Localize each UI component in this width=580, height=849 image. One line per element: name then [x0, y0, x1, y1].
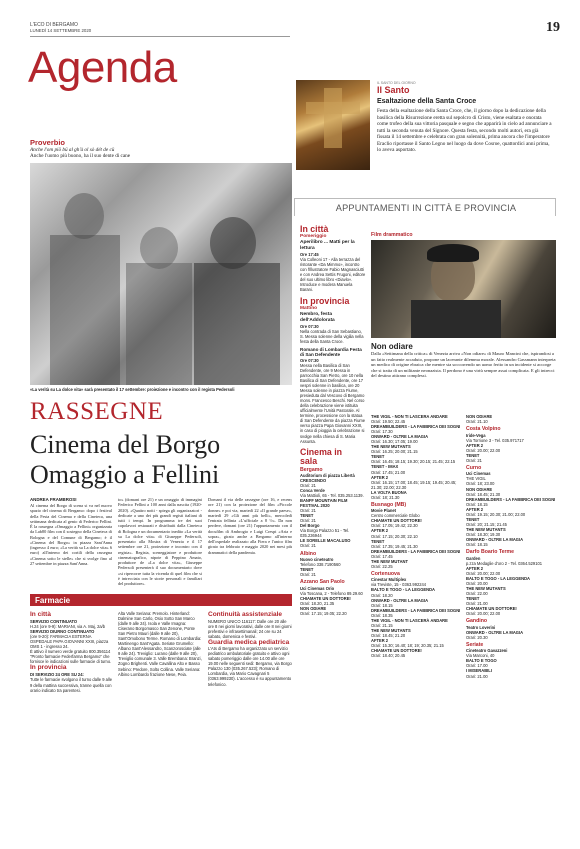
santo-body: Festa della esaltazione della Santa Croce, che, il giorno dopo la dedicazione della basilica della Risurrezione eretta sul sepolcro di Cristo, viene esaltata e onorata come trofeo della sua vittoria pasquale e segno che apparirà in cielo ad annunciare a tutti la seconda venuta del Signore. Questa festa, secondo molti autori, era già fissata il 14 settembre e celebrata con gran solennità, prima ancora che l'imperatore Eraclio riportasse il Santo Legno nel luogo da dove Cosroe, quattordici anni prima, lo aveva asportato. [377, 108, 552, 154]
film-title: Non odiare [371, 342, 413, 351]
venue-address: p.zza Medaglie d'oro 2 - Tel. 0364.529101 [466, 560, 543, 566]
film-listing: AFTER 2 [371, 528, 389, 534]
film-times: Orari: 17.45; 21.00 [371, 469, 406, 475]
town-name: Darfo Boario Terme [466, 549, 515, 556]
masthead-rule [30, 36, 290, 37]
film-label: Film drammatico [371, 232, 413, 238]
film-times: Orari: 20.30 [466, 634, 488, 640]
film-times: Orari: 18; 23.00 [466, 481, 495, 487]
film-times: Orari: 18.30; 19.30 [466, 531, 501, 537]
film-listing: TENET [371, 538, 385, 544]
film-listing: THE VIGIL - NON TI LASCERA ANDARE [371, 414, 448, 419]
film-times: Orari: 18.40; 20.45 [371, 653, 406, 659]
town-name: Seriate [466, 641, 484, 648]
film-times: Orari: 20.00; 22.00 [466, 611, 501, 617]
film-times: Orari: 22.25 [371, 563, 393, 569]
film-times: Orari: 21.00 [466, 673, 488, 679]
proverbio [30, 138, 292, 160]
venue-address: Via Torrione 3 - Tel. 035.971717 [466, 437, 524, 443]
film-listing: DREAMBUILDERS - LA FABBRICA DEI SOGNI [371, 607, 461, 613]
venue-name: Conca Verde [300, 487, 325, 493]
film-listing: CHIAMATE UN DOTTORE! [371, 518, 422, 524]
film-times: Orari: 19.15; 20.30; 21.00; 22.00 [466, 511, 526, 517]
venue-name: Cinestar Multiplex [371, 577, 407, 583]
venue-address: Via Marconi, 40 [466, 653, 495, 659]
film-times: Orari: 15.30; 16.40; 18; 19; 20.35; 21.15 [371, 642, 444, 648]
venue-name: Uci Cinemas Orio [300, 585, 335, 591]
events-column [300, 224, 366, 616]
film-listing: TENET [371, 454, 385, 460]
film-times: Orari: 17.35; 19.45; 21.30 [371, 543, 418, 549]
venue-name: Garden [466, 555, 481, 561]
fellini-photo [30, 163, 292, 385]
venue-address: Via Toscana, 2 - Telefono 89.29.60 [300, 590, 363, 596]
venue-listing: Orari: 18.20, 21.35 [300, 600, 335, 606]
farmacie-text: È attivo il numero verde gratuito 800.356114 "Pronto farmacie Federfarma Bergamo" che fornisce le indicazioni sulle farmacie di turno. [30, 649, 112, 665]
inprovincia-event1-title: Nembro, festa dell'Addolorata [300, 311, 335, 323]
film-times: Orari: 16.45; 18.15; 19.30; 20.15; 21.45; 22.15 [371, 459, 456, 465]
farmacie-col-3 [208, 611, 292, 687]
inprovincia-title: In provincia [300, 295, 350, 306]
town-name: Gandino [466, 618, 488, 625]
film-times: Orari: 18.15 [466, 501, 488, 507]
masthead-date: LUNEDÌ 14 SETTEMBRE 2020 [30, 28, 92, 33]
farmacie-subheading: In provincia [30, 664, 67, 672]
film-listing: I MISERABILI [466, 668, 492, 674]
film-listing: ONWARD - OLTRE LA MAGIA [371, 434, 429, 440]
film-times: Orari: 17.15; 20.30; 22.10 [371, 533, 418, 539]
town-name: Busnago (MB) [371, 501, 407, 508]
rassegne-col1: Al cinema del Borgo di scena si va nel nuovo spazio del cinema di Bergamo: dopo i festival della Festa del Cinema e della Cineteca, una settimana dedicata al genio di Federico Fellini. È la rassegna «Omaggio a Fellini» organizzata da Lab80 film con il sostegno della Cineteca di Bologna e del Comune di Bergamo; è il «Cinema del Borgo» in piazza Sant'Anna (ingresso 4 euro; «La verità su La dolce vita» 6 euro) all'interno dei cortili della rassegna «Cinema sotto le stelle» che si svolge fino al 27 settembre in piazza Sant'Anna. [30, 503, 112, 566]
rassegne-headline-1: Cinema del Borgo [30, 430, 221, 459]
film-times: Orari: 16.15; 17.00; 18.45; 19.15; 19.45; 20.45; 21.30; 22.00; 22.30 [371, 479, 457, 490]
proverbio-label: Proverbio [30, 138, 66, 147]
page-number: 19 [546, 20, 560, 35]
programmi-column-b [466, 414, 556, 679]
town-name: Costa Volpino [466, 426, 501, 433]
film-listing: CHIAMATE UN DOTTORE! [371, 648, 422, 654]
film-listing: NON ODIARE [466, 486, 493, 492]
venue-listing: Orari: 17.15; 19.05; 22.20 [300, 610, 347, 616]
farmacie-subheading: DI SERVIZIO 24 ORE SU 24: [30, 672, 84, 678]
film-listing: TENET [466, 595, 480, 601]
venue-listing: TENET [300, 513, 314, 519]
incitta-sub: Pomeriggio [300, 234, 327, 239]
film-times: Orari: 16.25; 20.00; 21.15 [371, 449, 418, 455]
rassegne-col2: to» (domani ore 21) e un omaggio di immagini Federico Fellini a 100 anni dalla nascita (1920-2020). «Quattro notti - spiega gli organizzatori - dedicate a uno dei più grandi registi italiani di tutti i tempi. In programma tre dei suoi capolavori restaurati e distribuiti dalla Cineteca di Bologna e un documentario inedito «La verità su La dolce vita» di Giuseppe Pedersoli, presentato alla Mostra di Venezia e il 17 settembre ore 21, proiezione e incontro con il regista». Regista, sceneggiatore e produttore cinematografico, nipote di Peppino Amato, produttore de «La dolce vita», Giuseppe Pedersoli presenterà il suo documentario dove «si ripercorre tutta la vicenda di quel film che si è intrecciata con le storie personali e familiari del produttore». [118, 497, 202, 586]
farmacie-subheading: In città [30, 611, 51, 618]
film-times: Orari: 18.45; 21.30 [466, 491, 501, 497]
film-times: Orari: 17.05; 19.42; 22.30 [371, 523, 418, 529]
film-listing: BALTO E TOGO - LA LEGGENDA [371, 587, 435, 593]
film-times: Orari: 18; 21.30 [371, 494, 400, 500]
venue-listing: Orari: 21 [300, 508, 316, 514]
town-name: Albino [300, 550, 317, 557]
town-name: Curno [466, 464, 482, 471]
venue-name: Nuovo cineteatro [300, 557, 334, 562]
film-times: Orari: 16.30; 17.05; 19.00 [371, 439, 418, 445]
film-times: Orari: 18.15 [466, 542, 488, 548]
farmacie-text: Tutte le farmacie svolgono il turno dalle 9 alle 9 della mattina successiva, tranne quella con orario indicato tra parentesi. [30, 677, 112, 693]
film-listing: BALTO E TOGO - LA LEGGENDA [466, 575, 530, 581]
inprovincia-event2-text: Messa nella Basilica di San Defendente, ore 9 Messa in parrocchia San Pietro, ore 10 nella Basilica di San Defendente, ore 17 vespri solenne in basilica, ore 20 Messa solenne in piazza Fiume, presieduta dal Vescovo di Bergamo mons. Francesco Beschi. Nel corso della celebrazione viene istituita ufficialmente l'Unità Pastorale. Al termine, processione con la statua di San Defendente da piazza Fiume verso piazza Papa Giovanni XXIII, in caso di pioggia la celebrazione si svolge nella chiesa di S. Maria Assunta. [300, 362, 366, 444]
film-listing: ONWARD - OLTRE LA MAGIA [466, 536, 524, 542]
venue-listing: NON ODIARE [300, 605, 327, 611]
inprovincia-event2-title: Romano di Lombardia Festa di San Defendente [300, 346, 362, 358]
film-listing: TENET [466, 516, 480, 522]
farmacie-text: L'Ats di Bergamo ha organizzato un servizio pediatrico ambulatoriale gratuito e attivo ogni sabato pomeriggio dalle ore 14.00 alle ore 19.00 nelle seguenti sedi: Bergamo, via Borgo Palazzo 130 (035.267.523); Romano di Lombardia, via Mario Cavagnari 5 (0363.999230). L'accesso è su appuntamento telefonico. [208, 646, 292, 687]
rassegne-kicker: RASSEGNE [30, 398, 164, 425]
film-listing: THE NEW MUTANTS [466, 526, 506, 532]
rassegne-author: ANDREA FRAMBROSI [30, 497, 77, 502]
cinemasala-title: Cinema in sala [300, 446, 343, 467]
farmacie-col-2: Alta Valle Seriana: Premolo. Hinterland: Dalmine San Carlo, Osio Sotto San Marco (dalle 9 alle 24). Isola e Valle Imagna: Ciserano Borgomasco San Zenone, Ponte San Pietro Mauri (dalle 9 alle 20), Sant'Omobono Terme. Romano di Lombardia: Martinengo Sant'Agata. Seriate Grumello: Albano Sant'Alessandro, Scanzorosciate (alle 9 alle 24). Treviglio: Lurano (dalle 9 alle 20), Treviglio comunale 3. Valle Brembana: Branzi, Zogno Brighenti. Valle Cavallina Alto e Basso Sebino: Predore, Solto Collina. Valle Seriana: Albino Lombardo frazione Nese, Peia. [118, 611, 202, 677]
film-listing: ONWARD - OLTRE LA MAGIA [466, 629, 524, 635]
film-times: Orari: 20.00; 22.00 [466, 447, 501, 453]
farmacie-text: NUMERO UNICO 116117: Dalle ore 20 alle ore 8 nei giorni lavorativi, dalle ore 8 nei giorni prefestivi e infrasettimanali; 24 ore su 24 sabato, domenica e festivi. [208, 618, 292, 639]
film-listing: LA VOLTA BUONA [371, 489, 407, 495]
santo-kicker: IL SANTO DEL GIORNO [377, 81, 416, 85]
venue-address: Via Borgo Palazzo 51 - Tel. 035.236944 [300, 528, 350, 539]
film-times: Orari: 17.30 [371, 429, 393, 435]
farmacie-subheading: Guardia medica pediatrica [208, 638, 290, 646]
santo-label: Il Santo [377, 85, 410, 95]
film-listing: AFTER 2 [466, 442, 484, 448]
film-photo [371, 240, 556, 338]
film-listing: TENET [466, 452, 480, 458]
venue-listing: Orari: 21 [300, 572, 316, 578]
film-listing: ONWARD - OLTRE LA MAGIA [371, 597, 429, 603]
venue-name: Iride-Vega [466, 432, 486, 438]
farmacie-text: H.24 (ore 9-9): MARIANI, via A. Maj, 2a/b [30, 624, 106, 630]
film-listing: THE NEW MUTANTS [466, 585, 506, 591]
film-times: Orari: 20; 21.15; 21.45 [466, 521, 507, 527]
venue-listing: Orari: 21 [300, 518, 316, 524]
film-text: Dalla «Settimana della critica» di Venezia arriva «Non odiare» di Mauro Mancini che, ispirandosi a un fatto realmente accaduto, propone un lacerante dilemma morale. Alessandro Gassmann interpreta un medico di origine ebraica che mentre sta soccorrendo un uomo ferito in un incidente si accorge che si tratta di un militante neonazista. Il perdono è una virtù sempre assai complicata. E gli intrecci del destino attirano complessi. [371, 351, 556, 379]
town-name: Azzano San Paolo [300, 579, 345, 586]
film-times: Orari: 18.15 [371, 602, 393, 608]
film-times: Orari: 17.00 [466, 663, 488, 669]
proverbio-italian: Anche l'uomo più buono, ha il suo dente di cane [30, 153, 131, 160]
film-listing: DREAMBUILDERS - LA FABBRICA DEI SOGNI [371, 548, 461, 554]
film-times: Orari: 20.00 [466, 580, 488, 586]
farmacie-subheading: Continuità assistenziale [208, 611, 283, 618]
rassegne-headline-2: Omaggio a Fellini [30, 460, 220, 489]
film-listing: DREAMBUILDERS - LA FABBRICA DEI SOGNI [466, 496, 556, 502]
santo-image [296, 80, 370, 170]
venue-listing: CHIAMATE UN DOTTORE! [300, 595, 351, 601]
venue-address: THE VIGIL [466, 476, 486, 482]
film-times: Orari: 18.45; 21.20 [371, 632, 406, 638]
venue-listing: Orari: 21 [300, 482, 316, 488]
venue-listing: BANFF MOUNTAIN FILM FESTIVAL 2020 [300, 498, 348, 509]
venue-name: Cineteatro Gavazzeni [466, 648, 508, 654]
incitta-title: In città [300, 224, 329, 234]
film-listing: THE NEW MUTANT [371, 558, 408, 564]
film-listing: BALTO E TOGO [466, 658, 497, 664]
venue-address: Centro commerciale Globo [371, 513, 420, 519]
film-times: Orari: 18.20 [371, 592, 393, 598]
programmi-column-a [371, 414, 461, 658]
venue-address: via Treviste, 15 - 0363.992244 [371, 582, 427, 588]
inprovincia-event1-text: Nella contrada di San Sebastiano, S. Messa solenne della vigilia nella festa della Santa Croce. [300, 328, 364, 344]
film-listing: NON ODIARE [466, 414, 493, 419]
farmacie-subheading: SERVIZIO CONTINUATO [30, 619, 78, 624]
venue-name: Uci Cinemas [466, 471, 491, 477]
rassegne-col3: Domani il via delle rassegne (ore 16, e recens ore 21) con la proiezione del film «Piccole donne» e poi via, martedì 22 «Il grande paese», martedì 29 «Gli anni più belli», mercoledì l'entrata fellinia «L'ufficiale a 8 ½». Da non perdere, domani (ore 21) l'appuntamento con il docufilm di Ambrogio e Luigi Crespi «Aria e sopra», girato anche a Bergamo all'interno dell'ospedale realizzato alla Fiera e l'unico film girato tra febbraio e maggio 2020 nei mesi più drammatici della pandemia. [208, 497, 292, 555]
venue-listing: LE SORELLE MACALUSO [300, 538, 351, 544]
farmacie-title: Farmacie [35, 595, 71, 605]
film-listing: TENET - IMAX [371, 464, 399, 470]
film-times: Orari: 17.45 [371, 553, 393, 559]
film-times: Orari: 21.00 [466, 601, 488, 606]
venue-listing: CRESCENDO [300, 477, 327, 483]
santo-title: Esaltazione della Santa Croce [377, 98, 477, 105]
cinemasala-other-towns [300, 551, 366, 616]
town-name: Cortenuova [371, 570, 400, 577]
cinemasala-city: Bergamo [300, 466, 323, 473]
film-times: Orari: 21 [466, 457, 482, 463]
venue-listing: TENET [300, 567, 314, 573]
film-times: Orari: 21.10 [466, 419, 488, 425]
incitta-event-title: Aperilibro ... Matti per la lettura [300, 240, 355, 251]
inprovincia-event1-time: Ore 07:30 [300, 323, 319, 329]
film-times: Orari: 20.00; 22.00 [466, 570, 501, 576]
venue-address: Telefono 338.7190560 [300, 562, 341, 568]
film-times: Orari: 21.15 [371, 622, 393, 628]
film-times: Orari: 22.00 [466, 590, 488, 596]
proverbio-dialect: Anche l'om piö bü al gh'à ol sò dét de cü [30, 147, 115, 153]
farmacie-subheading: SERVIZIO DIURNO CONTINUATO [30, 629, 95, 635]
venue-address: Via Mattioli, 65 - Tel. 035.253.1139. [300, 492, 364, 498]
cinemasala-venues [300, 473, 366, 549]
photo-caption: «La verità su La dolce vita» sarà presentato il 17 settembre: proiezione e incontro con il regista Pedersoli [30, 387, 235, 392]
film-listing: AFTER 2 [371, 637, 389, 643]
venue-name: Movie Planet [371, 508, 397, 514]
venue-name: Auditorium di piazza Libertà [300, 472, 355, 478]
film-listing: THE NEW MUTANTS [371, 627, 411, 633]
film-listing: AFTER 2 [466, 565, 484, 571]
appuntamenti-title: APPUNTAMENTI IN CITTÀ E PROVINCIA [335, 203, 517, 213]
inprovincia-sub: Mattino [300, 305, 318, 311]
masthead [30, 22, 290, 33]
farmacie-text: (ore 9-20): FARMACIA ESTERNA OSPEDALE PAPA GIOVANNI XXIII, piazza OMS 1 - ingresso 24. [30, 634, 109, 650]
film-listing: THE VIGIL - NON TI LASCERÀ ANDARE [371, 617, 448, 623]
inprovincia-event2-time: Ore 07:30 [300, 357, 319, 363]
section-title: Agenda [28, 43, 177, 92]
film-listing: CHIAMATE UN DOTTORE! [466, 606, 517, 612]
venue-name: Teatro Loverini [466, 624, 496, 630]
venue-name: Del Borgo [300, 523, 320, 529]
film-times: Orari: 18.35 [371, 612, 393, 618]
film-listing: THE NEW MUTANTS [371, 444, 411, 450]
farmacie-col-1 [30, 611, 112, 693]
film-times: Orari: 19.50; 22.45 [371, 419, 406, 425]
incitta-event-text: Via Colleoni 17 - Alla terrazza del ristorante «Da Mimmo», incontro con l'illustratore Fabio Magnasciutti e con Andrea Settis Frugoni, editore del suo ultimo libro «Diavlo». Introduce e modera Manuela Barani. [300, 256, 366, 292]
venue-listing: Orari: 21 [300, 543, 316, 549]
film-listing: AFTER 2 [466, 506, 484, 512]
masthead-paper: L'ECO DI BERGAMO [30, 22, 78, 28]
incitta-event-time: Ore 17:45 [300, 251, 319, 257]
film-listing: DREAMBUILDERS - LA FABBRICA DEI SOGNI [371, 424, 461, 430]
film-listing: AFTER 2 [371, 474, 389, 480]
